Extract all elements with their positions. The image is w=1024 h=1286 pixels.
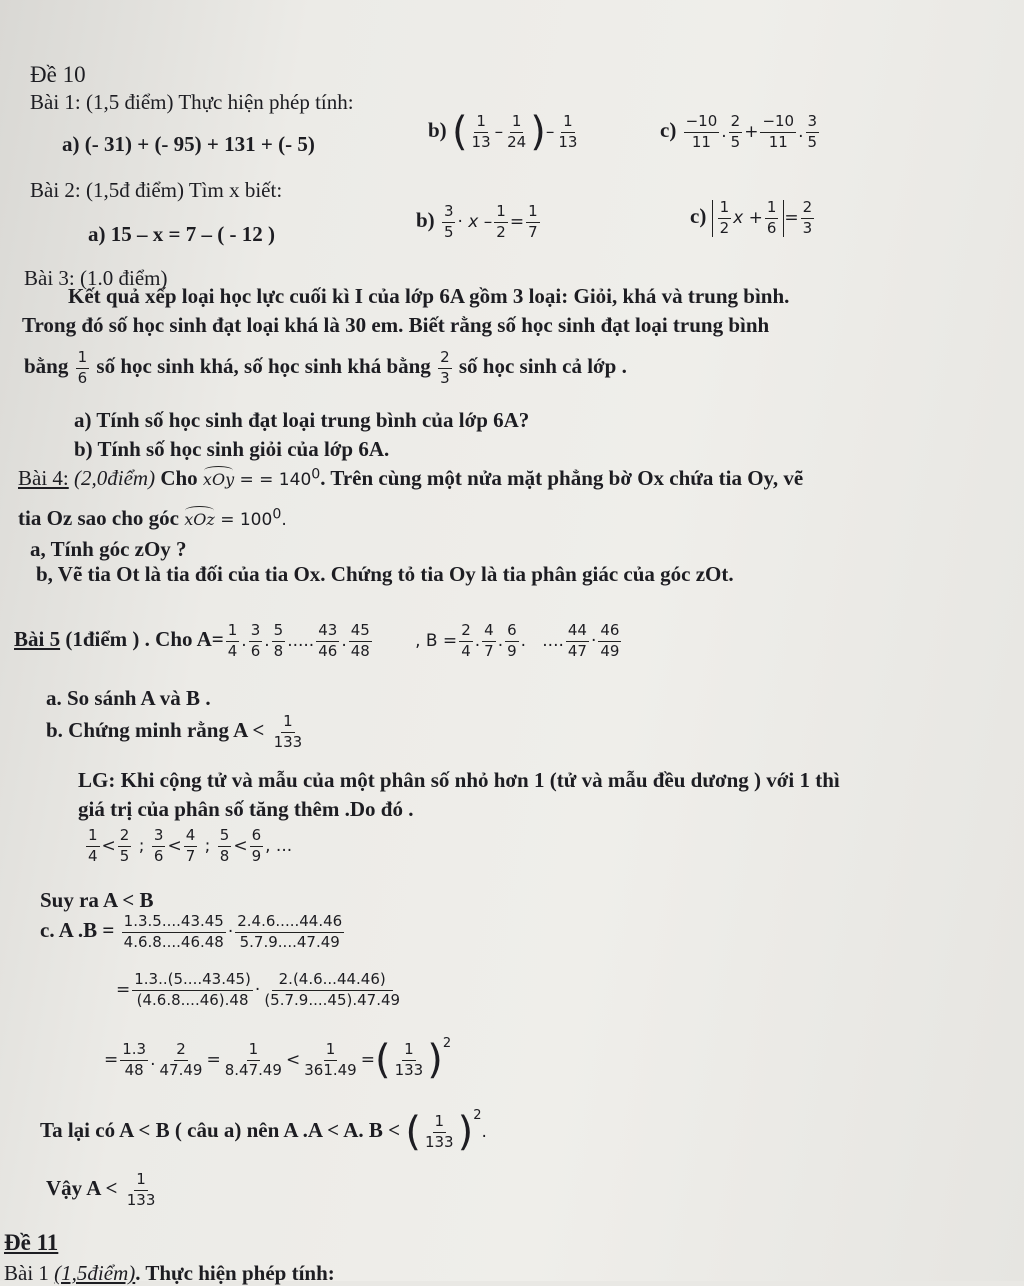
- bai3-line1: Kết quả xếp loại học lực cuối kì I của lớp 6A gồm 3 loại: Giỏi, khá và trung bình.: [68, 284, 790, 308]
- de11-heading: Đề 11: [4, 1230, 59, 1255]
- bai1-a: a) (- 31) + (- 95) + 131 + (- 5): [62, 132, 315, 156]
- bai5-suy: Suy ra A < B: [40, 888, 154, 912]
- bai5-ineq: $\frac{1}{4}$ < $\frac{2}{5}$ ; $\frac{3}{6}$ < $\frac{4}{7}$ ; $\frac{5}{8}$ < $\frac{6}{9}$ , ...: [88, 826, 293, 865]
- bai1-b: b) ( $\frac{1}{13}$ – $\frac{1}{24}$ )– $\frac{1}{13}$: [428, 109, 578, 155]
- bai3-line3: bằng $\frac{1}{6}$ số học sinh khá, số học sinh khá bằng $\frac{2}{3}$ số học sinh cả lớp .: [24, 348, 627, 387]
- bai5-vay: Vậy A < $\frac{1}{133}$: [46, 1170, 156, 1209]
- bai5-line1: Bài 5 (1điểm ) . Cho A= $\frac{1}{4}$ . $\frac{3}{6}$ . $\frac{5}{8}$ ..... $\frac{43}{46}$ . $\frac{45}{48}$ , B = $\frac{2}{4}$ . $\frac{4}{7}$ . $\frac{6}{9}$ . .... $\frac{44}{47}$ · $\frac{46}{49}$: [14, 621, 620, 660]
- bai2-c: c) $\frac{1}{2}$ x + $\frac{1}{6}$ = $\frac{2}{3}$: [690, 198, 813, 237]
- bai5-c3: = $\frac{1.3}{48}$ . $\frac{2}{47.49}$ = $\frac{1}{8.47.49}$ < $\frac{1}{361.49}$ =( $\frac{1}{133}$ )$^2$: [104, 1036, 452, 1084]
- bai5-c1: c. A .B = $\frac{1.3.5....43.45}{4.6.8....46.48}$ · $\frac{2.4.6.....44.46}{5.7.9....47.49}$: [40, 912, 343, 951]
- bai5-qb: b. Chứng minh rằng A < $\frac{1}{133}$: [46, 712, 303, 751]
- bai2-b: b) $\frac{3}{5}$ · x – $\frac{1}{2}$ = $\frac{1}{7}$: [416, 202, 538, 241]
- bai5-talai: Ta lại có A < B ( câu a) nên A .A < A. B < ( $\frac{1}{133}$ )$^2$.: [40, 1108, 487, 1156]
- bai3-qb: b) Tính số học sinh giỏi của lớp 6A.: [74, 437, 390, 461]
- bai5-lg2: giá trị của phân số tăng thêm .Do đó .: [78, 797, 414, 821]
- bai4-qb: b, Vẽ tia Ot là tia đối của tia Ox. Chứng tỏ tia Oy là tia phân giác của góc zOt.: [36, 562, 734, 586]
- bai4-qa: a, Tính góc zOy ?: [30, 537, 187, 561]
- bai3-line2: Trong đó số học sinh đạt loại khá là 30 em. Biết rằng số học sinh đạt loại trung bình: [22, 313, 770, 337]
- bai5-qa: a. So sánh A và B .: [46, 686, 211, 710]
- de10-heading: Đề 10: [30, 62, 86, 87]
- bai1-c: c) $\frac{-10}{11}$ . $\frac{2}{5}$ + $\frac{-10}{11}$ . $\frac{3}{5}$: [660, 112, 818, 151]
- bai3-title: Bài 3: (1.0 điểm): [24, 266, 168, 290]
- bai5-lg1: LG: Khi cộng tử và mẫu của một phân số nhỏ hơn 1 (tử và mẫu đều dương ) với 1 thì: [78, 768, 840, 792]
- bai4-line1: Bài 4: (2,0điểm) Cho xOy = = $140^0$. Trên cùng một nửa mặt phẳng bờ Ox chứa tia Oy, vẽ: [18, 466, 804, 490]
- bai5-c2: = $\frac{1.3..(5....43.45)}{(4.6.8....46).48}$ · $\frac{2.(4.6...44.46)}{(5.7.9....45).47.49}$: [116, 970, 401, 1009]
- bai4-line2: tia Oz sao cho góc xOz = $100^0$.: [18, 506, 287, 530]
- bai2-title: Bài 2: (1,5đ điểm) Tìm x biết:: [30, 178, 283, 202]
- bai2-a: a) 15 – x = 7 – ( - 12 ): [88, 222, 275, 246]
- bai1-title: Bài 1: (1,5 điểm) Thực hiện phép tính:: [30, 90, 354, 114]
- bai3-qa: a) Tính số học sinh đạt loại trung bình của lớp 6A?: [74, 408, 530, 432]
- de11-bai1-title: Bài 1 (1,5điểm). Thực hiện phép tính:: [4, 1261, 335, 1285]
